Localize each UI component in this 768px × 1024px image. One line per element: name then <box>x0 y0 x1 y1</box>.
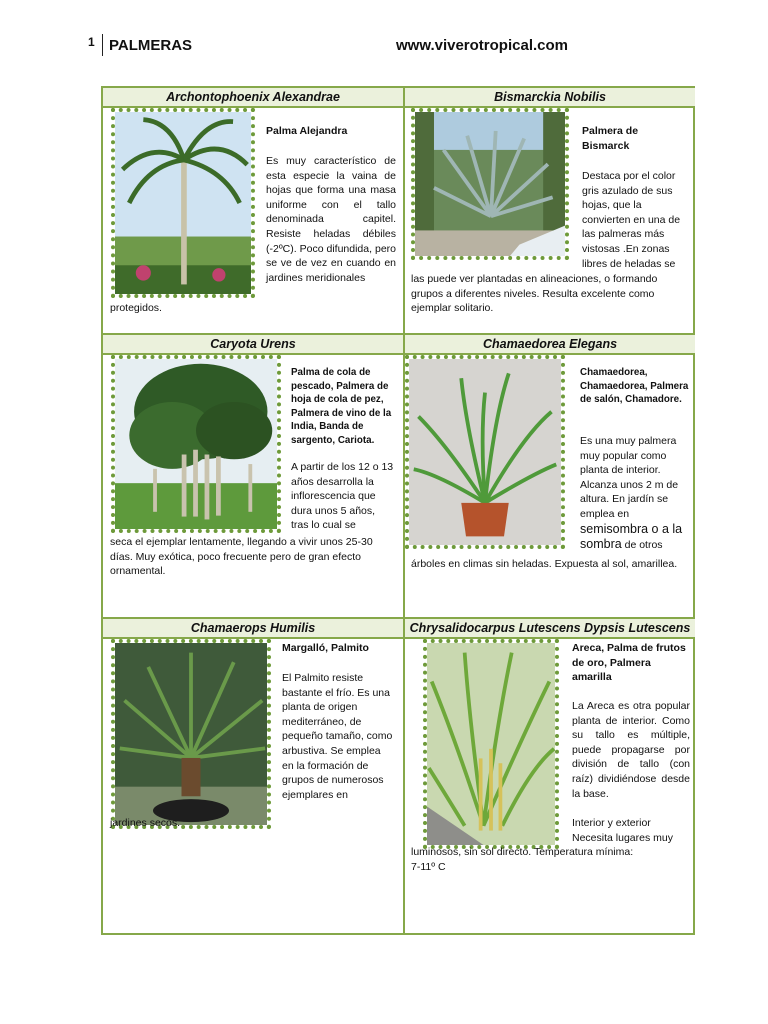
palm-table <box>101 86 695 935</box>
description: La Areca es otra popular planta de interior. Como su tallo es múltiple, puede propagarse por división de tallo (con raíz) dividiéndose desde la base. <box>572 700 690 800</box>
website-link[interactable]: www.viverotropical.com <box>396 37 568 54</box>
description-continued: seca el ejemplar lentamente, llegando a vivir unos 25-30 días. Muy exótica, poco frecuente pero de gran efecto ornamental. <box>110 536 373 578</box>
palm-card-chamaedorea <box>405 335 695 617</box>
fan-palm-photo <box>411 108 569 260</box>
species-heading: Caryota Urens <box>103 335 403 355</box>
page-header <box>86 34 686 58</box>
common-name: Chamaedorea, Chamaedorea, Palmera de salón, Chamadore. <box>580 367 689 406</box>
species-heading: Chamaedorea Elegans <box>405 335 695 355</box>
palm-photo <box>111 108 255 298</box>
common-name: Margalló, Palmito <box>282 642 369 654</box>
fishtail-palm-photo <box>111 355 281 533</box>
description-highlight: semisombra o a la sombra <box>580 521 683 552</box>
description-continued: las puede ver plantadas en alineaciones, o formando grupos a diferentes niveles. Resulta excelente como ejemplar solitario. <box>411 273 658 315</box>
palm-card-archontophoenix <box>103 88 403 333</box>
header-divider <box>102 34 103 56</box>
description <box>580 434 690 553</box>
description: Es muy característico de esta especie la vaina de hojas que forma una masa uniforme con el tallo denominada capitel. Resiste heladas débiles (-2ºC). Poco difundida, pero se ve de vez en cuando en jardines meridionales <box>266 155 396 284</box>
palm-card-bismarckia <box>405 88 695 333</box>
description: El Palmito resiste bastante el frío. Es una planta de origen mediterráneo, de pequeño tamaño, como arbustiva. Se emplea en la formación de grupos de numerosos ejemplares en <box>282 672 393 801</box>
description-continued: luminosos, sin sol directo. Temperatura mínima: 7-11º C <box>411 846 634 873</box>
species-heading: Chamaerops Humilis <box>103 619 403 639</box>
description-continued: jardines secos. <box>110 817 181 829</box>
species-heading: Bismarckia Nobilis <box>405 88 695 108</box>
page-number: 1 <box>88 35 95 49</box>
palm-card-chrysalidocarpus <box>405 619 695 933</box>
dwarf-palm-photo <box>111 639 271 829</box>
palm-card-caryota <box>103 335 403 617</box>
description-extra: Interior y exterior Necesita lugares muy <box>572 817 673 844</box>
areca-palm-photo <box>423 639 559 849</box>
species-heading: Archontophoenix Alexandrae <box>103 88 403 108</box>
document-title: PALMERAS <box>109 37 193 54</box>
description-text-after: de otros <box>624 539 663 552</box>
common-name: Palma de cola de pescado, Palmera de hoja de cola de pez, Palmera de vino de la India, Banda de sargento, Cariota. <box>291 367 392 446</box>
description-text: Es una muy palmera muy popular como planta de interior. Alcanza unos 2 m de altura. En jardín se emplea en <box>580 435 679 520</box>
species-heading: Chrysalidocarpus Lutescens Dypsis Lutescens <box>405 619 695 639</box>
description-continued: árboles en climas sin heladas. Expuesta al sol, amarillea. <box>411 558 678 570</box>
common-name: Palma Alejandra <box>266 125 348 137</box>
common-name: Palmera de Bismarck <box>582 125 639 152</box>
palm-card-chamaerops <box>103 619 403 933</box>
common-name: Areca, Palma de frutos de oro, Palmera amarilla <box>572 642 686 684</box>
potted-palm-photo <box>405 355 565 549</box>
description: Destaca por el color gris azulado de sus hojas, que la convierten en una de las palmeras más vistosas .En zonas libres de heladas se <box>582 170 681 270</box>
description: A partir de los 12 o 13 años desarrolla la inflorescencia que dura unos 5 años, tras lo cual se <box>291 461 394 532</box>
description-continued: protegidos. <box>110 302 162 314</box>
